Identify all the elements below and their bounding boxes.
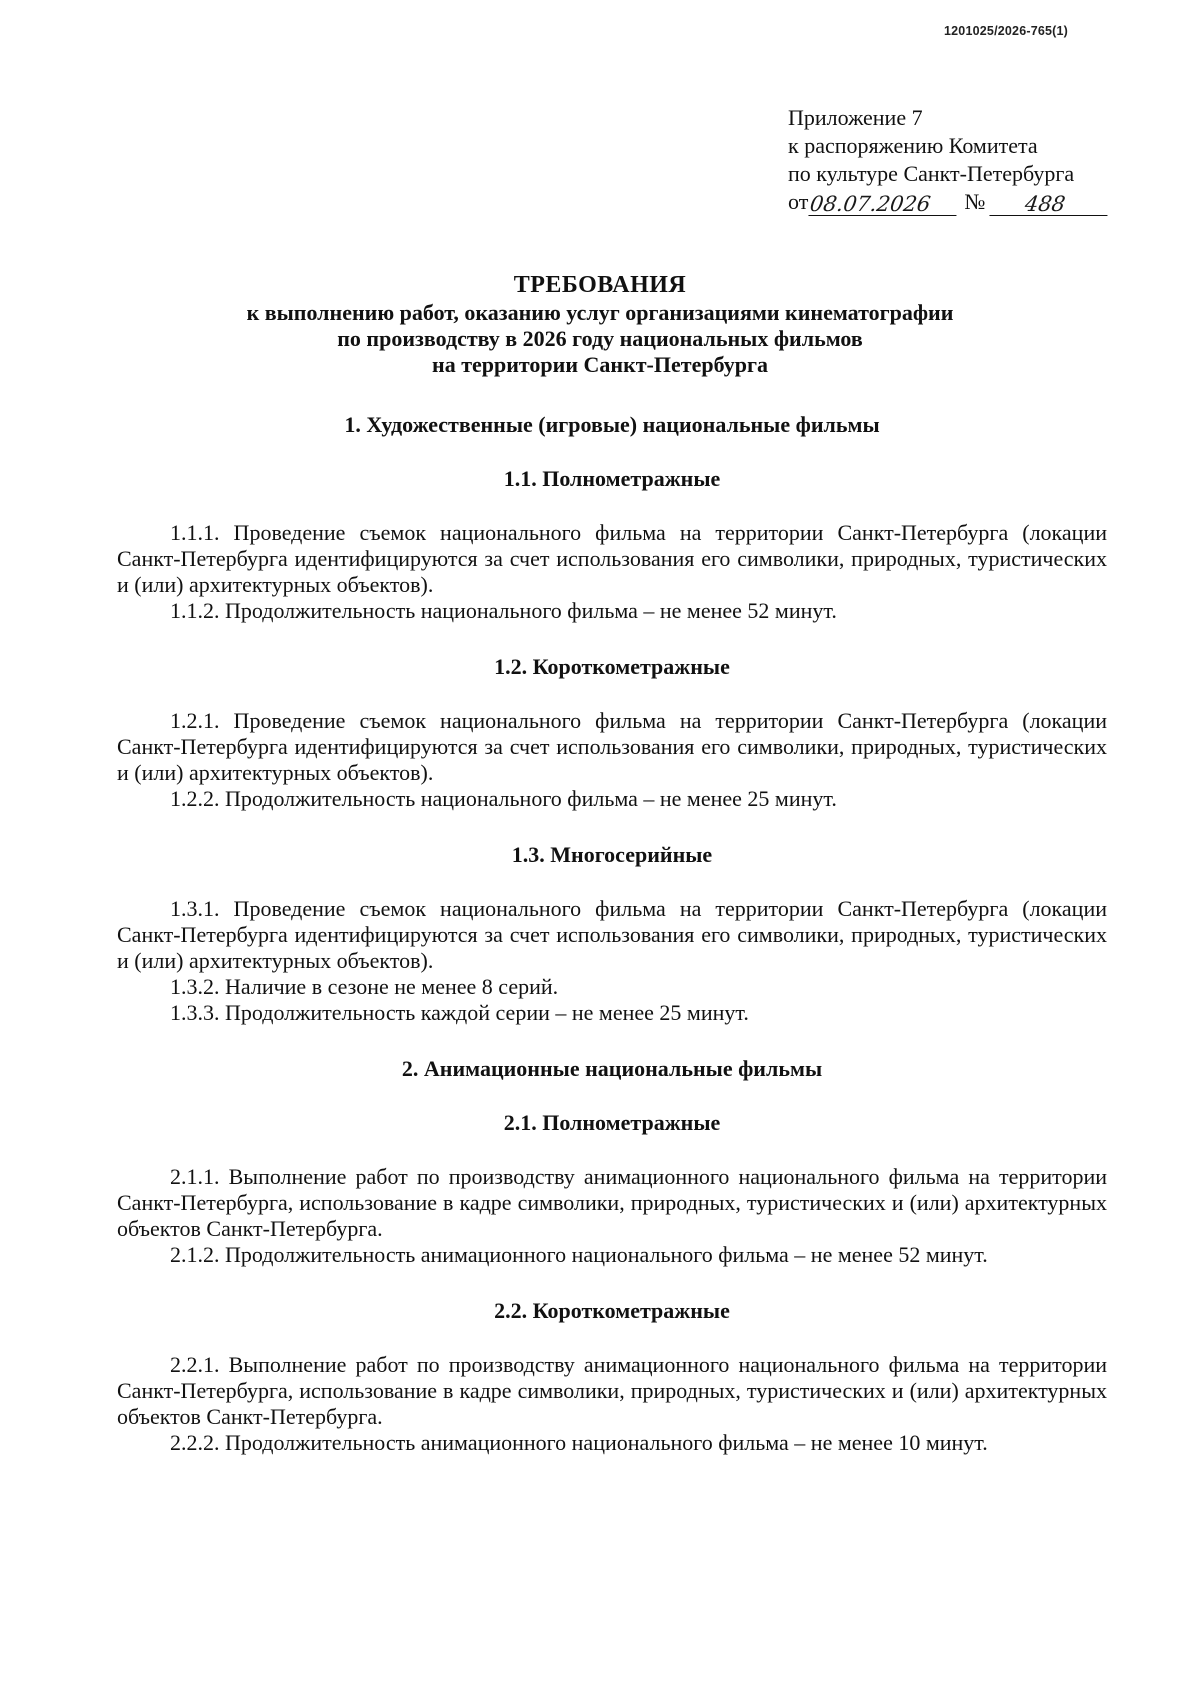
subsection-heading-1-3: 1.3. Многосерийные [511,842,713,867]
paragraph-2-1-1: 2.1.1. Выполнение работ по производству анимационного национального фильма на территории Санкт-Петербурга, использование в кадре символики, природных, туристических и (или) архитектурных объектов Санкт-Петербурга. [117,1164,1107,1241]
paragraph-2-1-2: 2.1.2. Продолжительность анимационного национального фильма – не менее 52 минут. [170,1242,988,1267]
document-body [117,412,1107,1456]
subsection-heading-1-1: 1.1. Полнометражные [503,466,721,491]
date-prefix: от [788,189,809,214]
appendix-date-number-line [788,188,1109,216]
paragraph-1-3-3: 1.3.3. Продолжительность каждой серии – не менее 25 минут. [170,1000,749,1025]
paragraph-1-2-2: 1.2.2. Продолжительность национального фильма – не менее 25 минут. [170,786,837,811]
section-heading-2: 2. Анимационные национальные фильмы [401,1056,823,1081]
title-line-4: на территории Санкт-Петербурга [432,352,768,377]
paragraph-2-2-2: 2.2.2. Продолжительность анимационного национального фильма – не менее 10 минут. [170,1430,988,1455]
paragraph-1-1-1: 1.1.1. Проведение съемок национального фильма на территории Санкт-Петербурга (локации Санкт-Петербурга идентифицируются за счет использования его символики, природных, туристических и (или) архитектурных объектов). [117,520,1107,597]
handwritten-number: 488 [990,193,1111,216]
title-line-2: к выполнению работ, оказанию услуг организациями кинематографии [246,300,954,325]
appendix-block [788,104,1109,216]
title-main: ТРЕБОВАНИЯ [513,272,687,298]
paragraph-1-3-1: 1.3.1. Проведение съемок национального фильма на территории Санкт-Петербурга (локации Санкт-Петербурга идентифицируются за счет использования его символики, природных, туристических и (или) архитектурных объектов). [117,896,1107,973]
handwritten-date: 08.07.2026 [809,193,960,216]
paragraph-2-2-1: 2.2.1. Выполнение работ по производству анимационного национального фильма на территории Санкт-Петербурга, использование в кадре символики, природных, туристических и (или) архитектурных объектов Санкт-Петербурга. [117,1352,1107,1429]
subsection-heading-1-2: 1.2. Короткометражные [494,654,730,679]
document-registration-number: 1201025/2026-765(1) [944,24,1069,38]
paragraph-1-1-2: 1.1.2. Продолжительность национального фильма – не менее 52 минут. [170,598,837,623]
subsection-heading-2-1: 2.1. Полнометражные [503,1110,721,1135]
number-label: № [964,189,986,214]
paragraph-1-2-1: 1.2.1. Проведение съемок национального фильма на территории Санкт-Петербурга (локации Санкт-Петербурга идентифицируются за счет использования его символики, природных, туристических и (или) архитектурных объектов). [117,708,1107,785]
appendix-order-reference: к распоряжению Комитета [788,133,1038,158]
appendix-number: Приложение 7 [788,105,923,130]
document-title [0,270,1200,378]
section-heading-1: 1. Художественные (игровые) национальные фильмы [344,412,880,437]
paragraph-1-3-2: 1.3.2. Наличие в сезоне не менее 8 серий. [170,974,559,999]
appendix-committee-name: по культуре Санкт-Петербурга [788,161,1075,186]
title-line-3: по производству в 2026 году национальных фильмов [337,326,863,351]
subsection-heading-2-2: 2.2. Короткометражные [494,1298,730,1323]
